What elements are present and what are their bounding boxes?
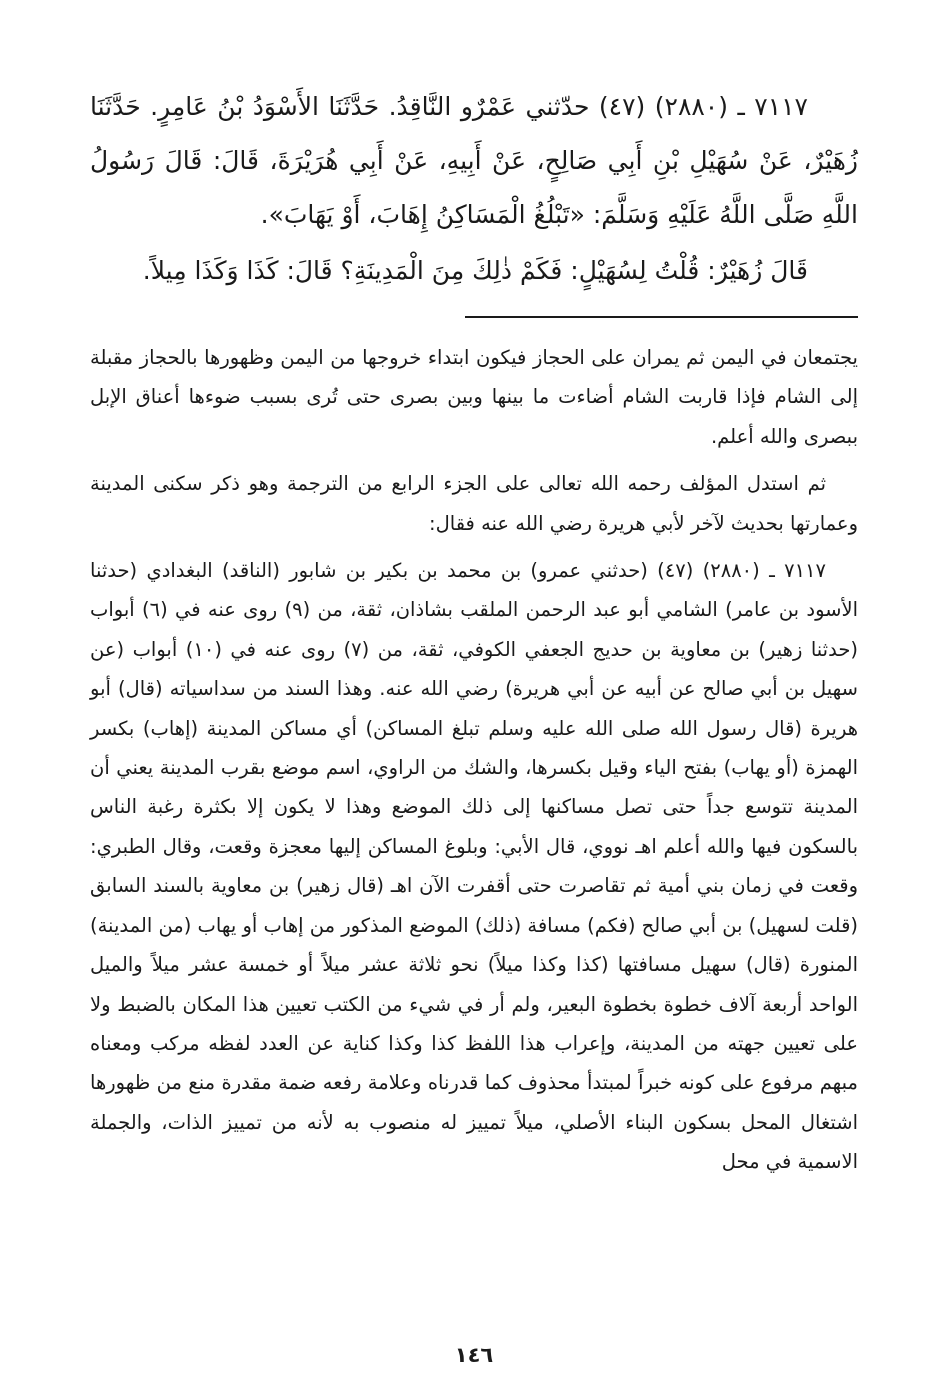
hadith-question: قَالَ زُهَيْرٌ: قُلْتُ لِسُهَيْلٍ: فَكَمْ ذٰلِكَ مِنَ الْمَدِينَةِ؟ قَالَ: كَذَا وَكَذَا مِيلاً. bbox=[142, 256, 808, 285]
hadith-text bbox=[90, 80, 858, 298]
book-page bbox=[90, 80, 858, 1377]
page-number: ١٤٦ bbox=[454, 1343, 494, 1367]
commentary-paragraph-3: ٧١١٧ ـ (٢٨٨٠) (٤٧) (حدثني عمرو) بن محمد بن بكير بن شابور (الناقد) البغدادي (حدثنا الأسود بن عامر) الشامي أبو عبد الرحمن الملقب بشاذان، ثقة، من (٩) روى عنه في (٦) أبواب (حدثنا زهير) بن معاوية بن حديج الجعفي الكوفي، ثقة، من (٧) روى عنه في (١٠) أبواب (عن سهيل بن أبي صالح عن أبيه عن أبي هريرة) رضي الله عنه. وهذا السند من سداسياته (قال) أبو هريرة (قال رسول الله صلى الله عليه وسلم تبلغ المساكن) أي مساكن المدينة (إهاب) بكسر الهمزة (أو يهاب) بفتح الياء وقيل بكسرها، والشك من الراوي، اسم موضع بقرب المدينة يعني أن المدينة تتوسع جداً حتى تصل مساكنها إلى ذلك الموضع وهذا لا يكون إلا بكثرة رغبة الناس بالسكون فيها والله أعلم اهـ نووي، قال الأبي: وبلوغ المساكن إليها معجزة وقعت، وقال الطبري: وقعت في زمان بني أمية ثم تقاصرت حتى أقفرت الآن اهـ (قال زهير) بن معاوية بالسند السابق (قلت لسهيل) بن أبي صالح (فكم) مسافة (ذلك) الموضع المذكور من إهاب أو يهاب (من المدينة) المنورة (قال) سهيل مسافتها (كذا وكذا ميلاً) نحو ثلاثة عشر ميلاً أو خمسة عشر ميلاً والميل الواحد أربعة آلاف خطوة بخطوة البعير، ولم أر في شيء من الكتب تعيين هذا المكان بالضبط ولا على تعيين جهته من المدينة، وإعراب هذا اللفظ كذا وكذا كناية عن العدد لفظه مركب ومعناه مبهم مرفوع على كونه خبراً لمبتدأ محذوف كما قدرناه وعلامة رفعه ضمة مقدرة منع من ظهورها اشتغال المحل بسكون البناء الأصلي، ميلاً تمييز له منصوب به لأنه من تمييز الذات، والجملة الاسمية في محل bbox=[90, 559, 859, 1174]
footnote-divider bbox=[465, 316, 858, 318]
hadith-isnad: ٧١١٧ ـ (٢٨٨٠) (٤٧) حدّثني عَمْرٌو النَّاقِدُ. حَدَّثَنَا الأَسْوَدُ بْنُ عَامِرٍ. حَدَّثَنَا زُهَيْرٌ، عَنْ سُهَيْلِ بْنِ أَبِي صَالِحٍ، عَنْ أَبِيهِ، عَنْ أَبِي هُرَيْرَةَ، قَالَ: قَالَ رَسُولُ اللَّهِ صَلَّى اللَّهُ عَلَيْهِ وَسَلَّمَ: bbox=[90, 92, 858, 229]
hadith-isnad-paragraph bbox=[90, 80, 858, 242]
hadith-saying: «تَبْلُغُ الْمَسَاكِنُ إِهَابَ، أَوْ يَهَابَ». bbox=[260, 200, 585, 229]
commentary-paragraph-2: ثم استدل المؤلف رحمه الله تعالى على الجزء الرابع من الترجمة وهو ذكر سكنى المدينة وعمارتها بحديث لآخر لأبي هريرة رضي الله عنه فقال: bbox=[90, 472, 858, 535]
commentary-paragraph-1: يجتمعان في اليمن ثم يمران على الحجاز فيكون ابتداء خروجها من اليمن وظهورها بالحجاز مقبلة إلى الشام فإذا قاربت الشام أضاءت ما بينها وبين بصرى حتى تُرى بسبب ضوءها أعناق الإبل ببصرى والله أعلم. bbox=[90, 346, 858, 448]
commentary-text bbox=[90, 338, 858, 1182]
